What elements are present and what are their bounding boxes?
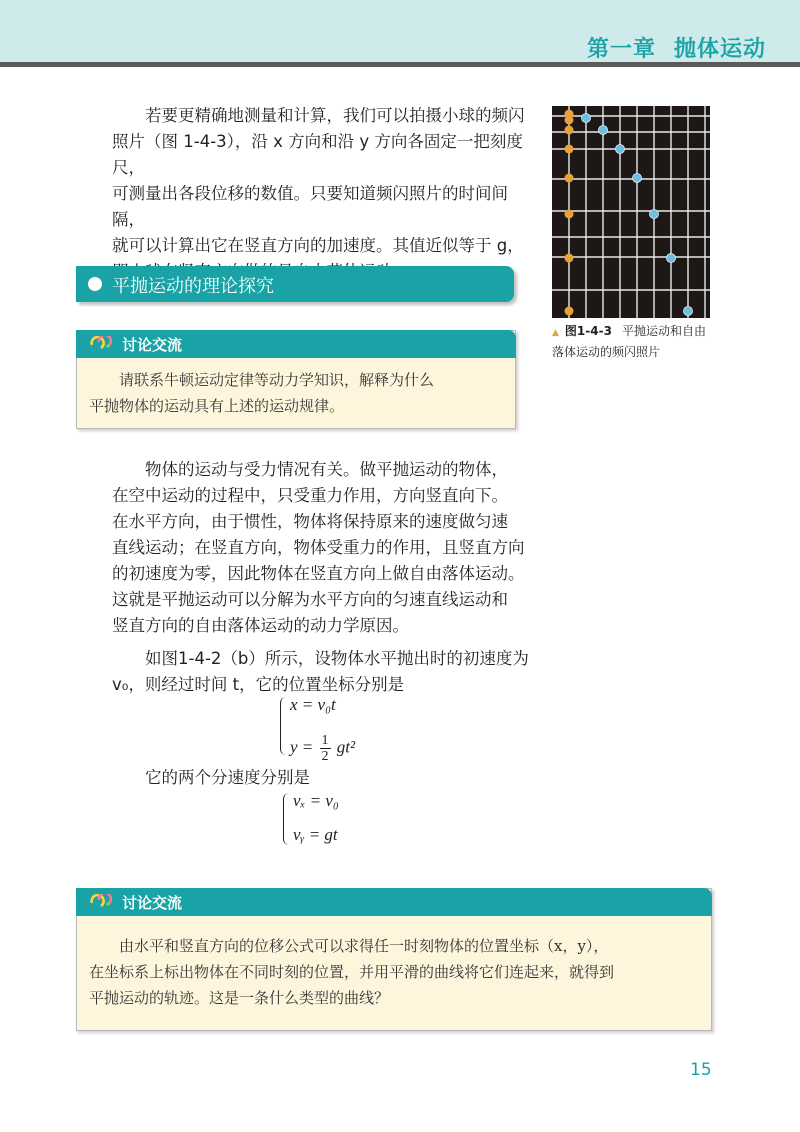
text-line: 在水平方向，由于惯性，物体将保持原来的速度做匀速 <box>112 512 508 531</box>
text-line: 的初速度为零，因此物体在竖直方向上做自由落体运动。 <box>112 564 525 583</box>
equation-y-right: gt² <box>336 737 356 757</box>
text-line: 由水平和竖直方向的位移公式可以求得任一时刻物体的位置坐标（x，y）， <box>119 937 609 955</box>
discussion-icon <box>90 894 112 910</box>
text-line: 请联系牛顿运动定律等动力学知识，解释为什么 <box>119 371 435 389</box>
text-line: 物体的运动与受力情况有关。做平抛运动的物体， <box>145 460 508 479</box>
text-line: v₀，则经过时间 t，它的位置坐标分别是 <box>112 675 405 694</box>
page-header <box>0 0 800 66</box>
caption-text-1: 平抛运动和自由 <box>621 324 706 338</box>
equation-y-left: y = <box>290 737 314 757</box>
text-line: 在空中运动的过程中，只受重力作用，方向竖直向下。 <box>112 486 508 505</box>
equation-brace <box>283 793 292 845</box>
equation-x: x = v₀t <box>290 695 336 714</box>
figure-id: 图1-4-3 <box>564 324 612 338</box>
discussion-tab <box>76 330 516 358</box>
position-paragraph <box>112 646 552 698</box>
equation-y <box>290 733 355 764</box>
caption-text-2: 落体运动的频闪照片 <box>552 345 661 359</box>
text-line: 就可以计算出它在竖直方向的加速度。其值近似等于 g， <box>112 236 524 255</box>
discussion-box-2 <box>76 888 712 1031</box>
text-line: 在坐标系上标出物体在不同时刻的位置，并用平滑的曲线将它们连起来，就得到 <box>89 963 615 981</box>
section-heading <box>76 266 514 302</box>
bullet-icon <box>88 277 102 291</box>
intro-paragraph <box>112 103 532 285</box>
dynamics-paragraph <box>112 457 552 639</box>
discussion-label: 讨论交流 <box>122 336 183 354</box>
fraction <box>320 733 331 764</box>
caption-marker-icon: ▲ <box>552 328 559 338</box>
text-line: 直线运动；在竖直方向，物体受重力的作用，且竖直方向 <box>112 538 525 557</box>
chapter-title: 抛体运动 <box>673 37 766 62</box>
text-line: 若要更精确地测量和计算，我们可以拍摄小球的频闪 <box>145 106 525 125</box>
text-line: 这就是平抛运动可以分解为水平方向的匀速直线运动和 <box>112 590 508 609</box>
strobe-photo <box>552 106 710 318</box>
discussion-icon <box>90 336 112 352</box>
text-line: 可测量出各段位移的数值。只要知道频闪照片的时间间隔， <box>112 184 508 229</box>
equation-vx: vₓ = v₀ <box>293 791 339 810</box>
discussion-box-1 <box>76 330 516 429</box>
fraction-denominator: 2 <box>321 749 329 764</box>
grid <box>552 106 710 318</box>
discussion-label: 讨论交流 <box>122 894 183 912</box>
text-line: 平抛物体的运动具有上述的运动规律。 <box>89 397 345 415</box>
page-number: 15 <box>690 1060 712 1080</box>
chapter-heading <box>587 32 766 63</box>
chapter-number: 第一章 <box>586 37 656 62</box>
figure-caption <box>552 322 722 362</box>
velocity-paragraph <box>112 765 552 791</box>
equation-brace <box>280 697 289 755</box>
discussion-text <box>89 933 705 1011</box>
discussion-tab <box>76 888 712 916</box>
text-line: 它的两个分速度分别是 <box>145 768 310 787</box>
strobe-photo-figure <box>552 106 710 318</box>
equation-vy: vᵧ = gt <box>293 825 338 844</box>
discussion-text <box>89 367 434 419</box>
text-line: 竖直方向的自由落体运动的动力学原因。 <box>112 616 409 635</box>
text-line: 如图1-4-2（b）所示，设物体水平抛出时的初速度为 <box>145 649 529 668</box>
text-line: 平抛运动的轨迹。这是一条什么类型的曲线？ <box>89 989 390 1007</box>
section-title: 平抛运动的理论探究 <box>112 276 274 297</box>
fraction-numerator: 1 <box>321 733 329 748</box>
text-line: 照片（图 1-4-3），沿 x 方向和沿 y 方向各固定一把刻度尺， <box>112 132 523 177</box>
